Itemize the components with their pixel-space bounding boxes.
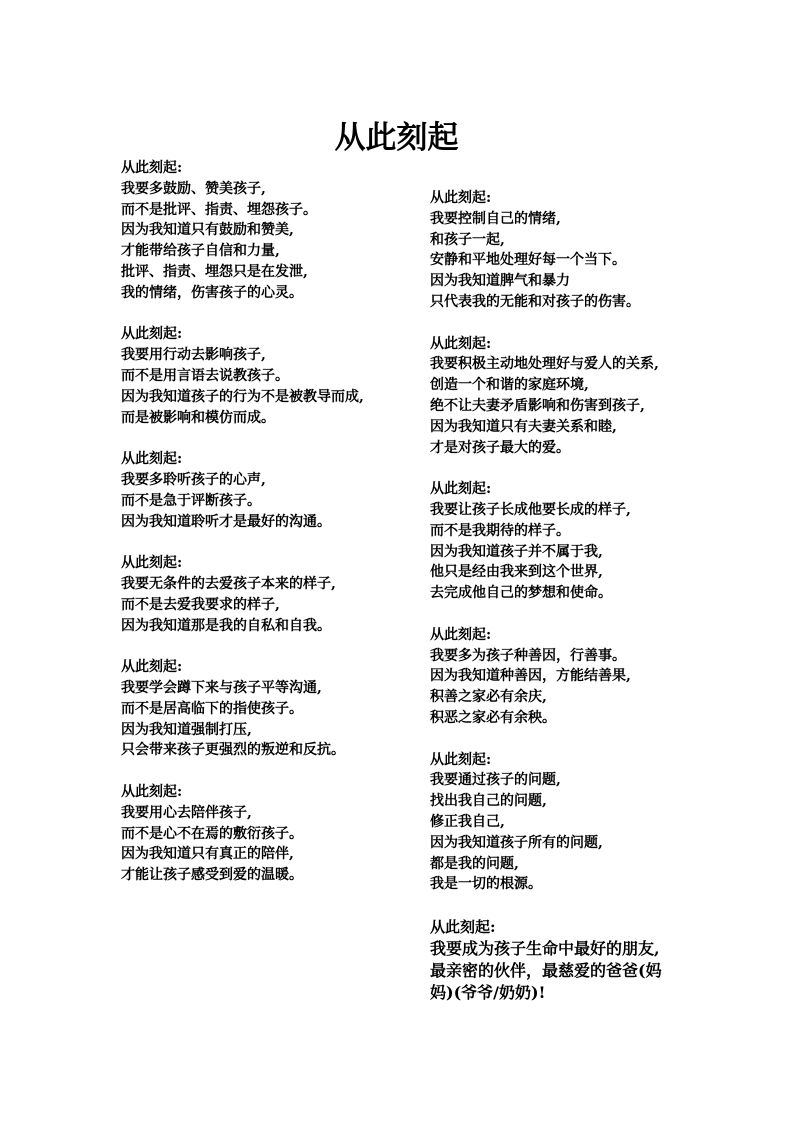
section-heading: 从此刻起: — [121, 783, 183, 800]
pledge-section — [121, 158, 411, 304]
pledge-line: 我要多为孩子种善因，行善事。 — [430, 647, 626, 664]
pledge-line: 才是对孩子最大的爱。 — [430, 439, 570, 456]
pledge-line: 我的情绪，伤害孩子的心灵。 — [121, 284, 303, 301]
section-heading: 从此刻起: — [430, 751, 492, 768]
pledge-line: 我要控制自己的情绪, — [430, 210, 561, 227]
pledge-line: 我要用心去陪伴孩子, — [121, 804, 252, 821]
pledge-line: 和孩子一起, — [430, 231, 505, 248]
pledge-line: 我要学会蹲下来与孩子平等沟通, — [121, 679, 322, 696]
section-heading: 从此刻起: — [121, 160, 183, 176]
pledge-line: 因为我知道强制打压, — [121, 721, 252, 738]
pledge-line: 而不是心不在焉的敷衍孩子。 — [121, 825, 303, 842]
pledge-line: 我要让孩子长成他要长成的样子, — [430, 501, 631, 518]
section-heading: 从此刻起: — [430, 626, 492, 643]
pledge-line: 因为我知道只有真正的陪伴, — [121, 846, 294, 863]
pledge-line: 因为我知道那是我的自私和自我。 — [121, 617, 331, 634]
pledge-line: 我要成为孩子生命中最好的朋友, — [430, 938, 660, 958]
section-heading: 从此刻起: — [430, 917, 496, 936]
pledge-line: 而不是去爱我要求的样子, — [121, 596, 280, 613]
pledge-line: 我要通过孩子的问题, — [430, 772, 561, 789]
pledge-line: 因为我知道孩子并不属于我, — [430, 543, 603, 560]
section-heading: 从此刻起: — [430, 335, 492, 352]
pledge-line: 而不是用言语去说教孩子。 — [121, 367, 289, 384]
pledge-line: 我要用行动去影响孩子, — [121, 347, 266, 364]
pledge-line: 因为我知道只有夫妻关系和睦, — [430, 418, 617, 435]
pledge-section — [121, 782, 411, 886]
pledge-line: 批评、指责、埋怨只是在发泄, — [121, 263, 308, 280]
pledge-line: 积恶之家必有余秧。 — [430, 709, 556, 726]
final-pledge-section — [430, 916, 730, 1004]
pledge-line: 因为我知道孩子的行为不是被教导而成, — [121, 388, 364, 405]
pledge-line: 因为我知道种善因，方能结善果, — [430, 668, 631, 685]
pledge-line: 我要积极主动地处理好与爱人的关系, — [430, 356, 659, 373]
page-title: 从此刻起 — [334, 119, 459, 156]
pledge-line: 而不是急于评断孩子。 — [121, 492, 261, 509]
pledge-line: 因为我知道聆听才是最好的沟通。 — [121, 513, 331, 530]
pledge-line: 妈)(爷爷/奶奶)! — [430, 982, 546, 1002]
pledge-section — [121, 657, 411, 761]
right-column — [430, 188, 730, 1025]
section-heading: 从此刻起: — [430, 190, 492, 206]
section-heading: 从此刻起: — [121, 659, 183, 676]
pledge-line: 而不是我期待的样子。 — [430, 522, 570, 539]
pledge-line: 找出我自己的问题, — [430, 793, 547, 810]
pledge-line: 绝不让夫妻矛盾影响和伤害到孩子, — [430, 397, 645, 414]
section-heading: 从此刻起: — [430, 481, 492, 498]
pledge-line: 都是我的问题, — [430, 855, 519, 872]
pledge-line: 才能带给孩子自信和力量, — [121, 243, 280, 260]
pledge-section — [430, 750, 730, 896]
pledge-line: 只会带来孩子更强烈的叛逆和反抗。 — [121, 742, 345, 759]
pledge-line: 而不是居高临下的指使孩子。 — [121, 700, 303, 717]
pledge-line: 因为我知道只有鼓励和赞美, — [121, 222, 294, 239]
pledge-line: 而是被影响和模仿而成。 — [121, 409, 275, 426]
pledge-section — [430, 479, 730, 604]
pledge-section — [430, 334, 730, 459]
pledge-line: 创造一个和谐的家庭环境, — [430, 377, 589, 394]
pledge-line: 我要多聆听孩子的心声, — [121, 471, 266, 488]
pledge-line: 我要多鼓励、赞美孩子, — [121, 180, 266, 197]
pledge-line: 最亲密的伙伴，最慈爱的爸爸(妈 — [430, 960, 662, 980]
pledge-line: 而不是批评、指责、埋怨孩子。 — [121, 201, 317, 218]
section-heading: 从此刻起: — [121, 451, 183, 468]
section-heading: 从此刻起: — [121, 326, 183, 343]
pledge-line: 安静和平地处理好每一个当下。 — [430, 252, 626, 269]
pledge-section — [121, 324, 411, 428]
pledge-line: 因为我知道孩子所有的问题, — [430, 834, 603, 851]
pledge-line: 我要无条件的去爱孩子本来的样子, — [121, 575, 336, 592]
pledge-line: 去完成他自己的梦想和使命。 — [430, 585, 612, 602]
pledge-line: 因为我知道脾气和暴力 — [430, 273, 570, 290]
pledge-line: 修正我自己, — [430, 813, 505, 830]
pledge-line: 才能让孩子感受到爱的温暖。 — [121, 867, 303, 884]
pledge-line: 我是一切的根源。 — [430, 876, 542, 893]
pledge-section — [121, 449, 411, 532]
pledge-line: 只代表我的无能和对孩子的伤害。 — [430, 293, 640, 310]
left-column — [121, 158, 411, 907]
pledge-section — [430, 625, 730, 729]
pledge-section — [430, 188, 730, 313]
section-heading: 从此刻起: — [121, 555, 183, 572]
pledge-line: 他只是经由我来到这个世界, — [430, 564, 603, 581]
pledge-section — [121, 553, 411, 636]
pledge-line: 积善之家必有余庆, — [430, 689, 547, 706]
